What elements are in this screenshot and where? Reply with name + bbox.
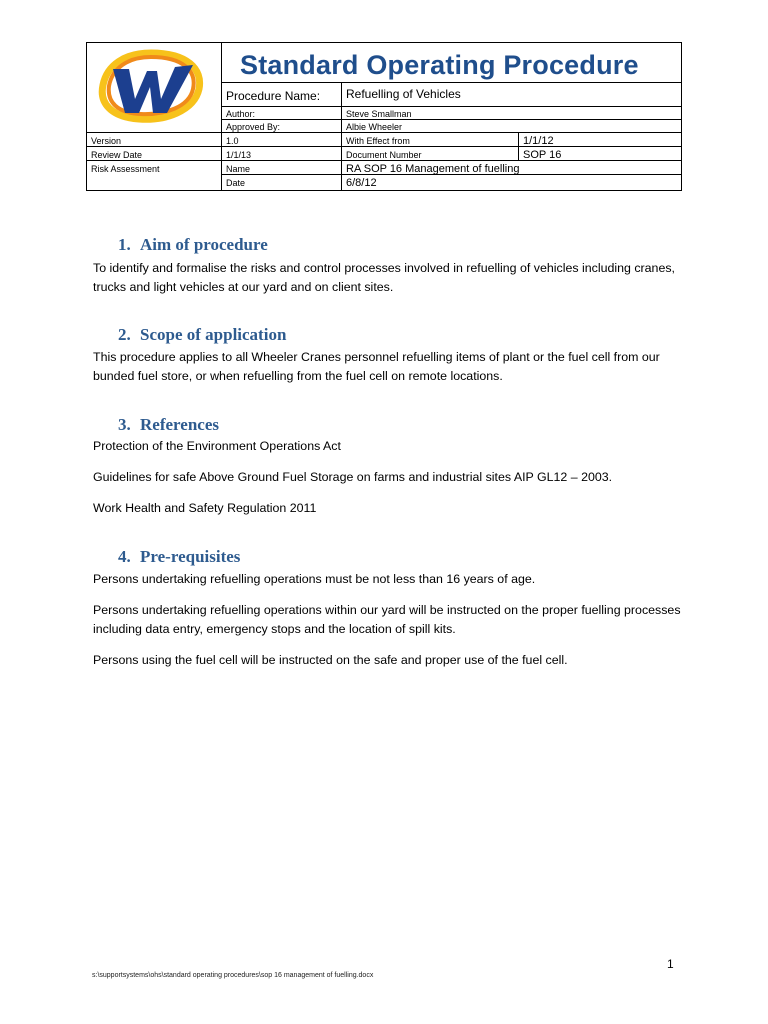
reference-item: Protection of the Environment Operations Act [93, 439, 341, 453]
author-value: Steve Smallman [346, 109, 412, 119]
section-number: 2. [118, 325, 131, 344]
name-label: Name [226, 164, 251, 174]
scope-paragraph: This procedure applies to all Wheeler Cranes personnel refuelling items of plant or the fuel cell from our bunded fuel store, or when refuelling from the fuel cell on remote locations. [93, 350, 660, 383]
review-label: Review Date [91, 150, 143, 160]
company-logo [95, 47, 207, 125]
section-heading-aim [118, 235, 268, 255]
effect-value: 1/1/12 [523, 135, 554, 147]
section-heading-references [118, 415, 219, 435]
section-number: 4. [118, 547, 131, 566]
page-number: 1 [667, 957, 674, 971]
section-title: References [140, 415, 219, 434]
document-title: Standard Operating Procedure [240, 50, 639, 80]
docnum-label: Document Number [346, 150, 422, 160]
procedure-name-label: Procedure Name: [226, 89, 321, 103]
section-title: Pre-requisites [140, 547, 241, 566]
approved-value: Albie Wheeler [346, 122, 403, 132]
prerequisite-paragraph: Persons using the fuel cell will be instructed on the safe and proper use of the fuel cell. [93, 653, 568, 667]
aim-paragraph: To identify and formalise the risks and control processes involved in refuelling of vehicles including cranes, trucks and light vehicles at our yard and on client sites. [93, 261, 675, 294]
prerequisite-paragraph: Persons undertaking refuelling operations within our yard will be instructed on the proper fuelling processes including data entry, emergency stops and the location of spill kits. [93, 603, 681, 636]
section-number: 1. [118, 235, 131, 254]
procedure-name-value: Refuelling of Vehicles [346, 87, 461, 101]
section-number: 3. [118, 415, 131, 434]
author-label: Author: [226, 109, 256, 119]
section-heading-prerequisites [118, 547, 240, 567]
date-label: Date [226, 178, 246, 188]
date-value: 6/8/12 [346, 177, 377, 189]
section-title: Scope of application [140, 325, 287, 344]
prerequisite-paragraph: Persons undertaking refuelling operations must be not less than 16 years of age. [93, 572, 536, 586]
effect-label: With Effect from [346, 136, 410, 146]
version-value: 1.0 [226, 136, 239, 146]
footer-file-path: s:\supportsystems\ohs\standard operating procedures\sop 16 management of fuelling.docx [92, 972, 374, 979]
risk-label: Risk Assessment [91, 164, 160, 174]
review-value: 1/1/13 [226, 150, 252, 160]
reference-item: Guidelines for safe Above Ground Fuel Storage on farms and industrial sites AIP GL12 – 2003. [93, 470, 613, 484]
docnum-value: SOP 16 [523, 149, 562, 161]
version-label: Version [91, 136, 122, 146]
reference-item: Work Health and Safety Regulation 2011 [93, 501, 317, 515]
section-heading-scope [118, 325, 286, 345]
name-value: RA SOP 16 Management of fuelling [346, 163, 520, 175]
approved-label: Approved By: [226, 122, 281, 132]
section-title: Aim of procedure [140, 235, 268, 254]
